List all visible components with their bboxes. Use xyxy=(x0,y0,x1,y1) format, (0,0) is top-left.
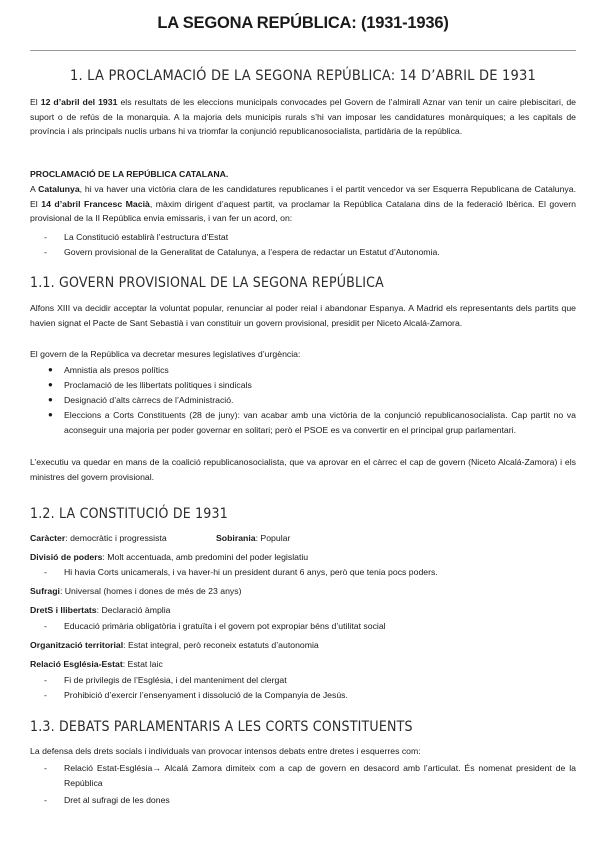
relacio-value: : Estat laic xyxy=(122,659,163,669)
caracter-label: Caràcter xyxy=(30,533,66,543)
list-item xyxy=(30,565,576,580)
list-item-text: La Constitució establirà l’estructura d’Estat xyxy=(64,232,229,242)
dash-marker: - xyxy=(44,795,47,805)
list-item-text: Designació d’alts càrrecs de l’Administració. xyxy=(64,395,234,405)
list-item xyxy=(30,363,576,378)
section-1-1-paragraph-3: L’executiu va quedar en mans de la coalició republicanosocialista, que va aprovar en el càrrec el cap de govern (Niceto Alcalá-Zamora) i els ministres del govern provisional. xyxy=(30,457,576,482)
section-1-1-heading: 1.1. GOVERN PROVISIONAL DE LA SEGONA REPÚBLICA xyxy=(30,275,384,291)
list-item-text: Dret al sufragi de les dones xyxy=(64,795,170,805)
title-divider xyxy=(30,50,576,51)
dash-marker: - xyxy=(44,247,47,257)
sobirania-line xyxy=(216,531,516,546)
bullet-marker: ● xyxy=(48,395,53,404)
organitzacio-label: Organització territorial xyxy=(30,640,124,650)
text-run: A xyxy=(30,184,39,194)
bullet-marker: ● xyxy=(48,410,53,419)
text-run: , màxim dirigent d’aquest partit, va proclamar la República Catalana dins de la federació Ibèrica. El govern provisional de la II República envia emissaris, i van fer un acord, on: xyxy=(30,198,576,224)
dash-marker: - xyxy=(44,690,47,700)
text-run: El xyxy=(30,97,41,107)
page-title: LA SEGONA REPÚBLICA: (1931-1936) xyxy=(157,14,449,32)
organitzacio-line xyxy=(30,638,576,653)
sobirania-label: Sobirania xyxy=(216,533,256,543)
list-item xyxy=(30,245,576,260)
dash-marker: - xyxy=(44,763,47,773)
section-1-2-heading: 1.2. LA CONSTITUCIÓ DE 1931 xyxy=(30,506,228,522)
list-item xyxy=(30,230,576,245)
relacio-line xyxy=(30,657,576,672)
list-item xyxy=(30,619,576,634)
list-item-text: Prohibició d’exercir l’ensenyament i dissolució de la Companyia de Jesús. xyxy=(64,690,348,700)
drets-line xyxy=(30,603,576,618)
text-run: els resultats de les eleccions municipals convocades pel Govern de l’almirall Aznar van tenir un caire plebiscitari, de suport o de refús de la monarquia. A la majoria dels municipis rurals s’hi van imposar les candidatures monàrquiques; a les capitals de província i als principals nuclis urbans hi va triomfar la conjunció republicanosocialista, partidària de la república. xyxy=(30,97,576,137)
sufragi-line xyxy=(30,584,576,599)
text-run: , hi va haver una victòria clara de les candidatures republicanes i el partit vencedor va ser Esquerra Republicana de Catalunya. El xyxy=(30,184,576,209)
list-item-text: Proclamació de les llibertats polítiques i sindicals xyxy=(64,380,252,390)
divisio-line xyxy=(30,550,576,565)
list-item-text: Relació Estat-Església→ Alcalá Zamora dimiteix com a cap de govern en desacord amb l’articulat. És nomenat president de la República xyxy=(64,763,576,788)
list-item-text: Fi de privilegis de l’Església, i del manteniment del clergat xyxy=(64,675,287,685)
section-1-1-paragraph-1: Alfons XIII va decidir acceptar la voluntat popular, renunciar al poder reial i abandonar Espanya. A Madrid els representants dels partits que havien signat el Pacte de Sant Sebastià i van constituir un govern provisional, presidit per Niceto Alcalá-Zamora. xyxy=(30,303,576,328)
section-1-paragraph-1 xyxy=(30,95,576,139)
catalan-republic-subheading xyxy=(30,167,576,182)
list-item-text: Amnistia als presos polítics xyxy=(64,365,169,375)
organitzacio-value: : Estat integral, però reconeix estatuts d’autonomia xyxy=(123,640,319,650)
list-item-text: Hi havia Corts unicamerals, i va haver-hi un president durant 6 anys, però que tenia pocs poders. xyxy=(64,567,438,577)
dash-marker: - xyxy=(44,621,47,631)
list-item xyxy=(30,673,576,688)
drets-value: : Declaració àmplia xyxy=(96,605,171,615)
sufragi-value: : Universal (homes i dones de més de 23 anys) xyxy=(59,586,242,596)
list-item-text: Educació primària obligatòria i gratuïta i el govern pot expropiar béns d’utilitat social xyxy=(64,621,386,631)
sobirania-value: : Popular xyxy=(255,533,291,543)
list-item-text: Eleccions a Corts Constituents (28 de juny): van acabar amb una victòria de la conjunció republicanosocialista. Cap partit no va aconseguir una majoria per poder governar en solitari; però el PSOE es va convertir en el principal grup parlamentari. xyxy=(64,410,576,435)
relacio-label: Relació Església-Estat xyxy=(30,659,123,669)
caracter-value: : democràtic i progressista xyxy=(65,533,167,543)
subheading-text: PROCLAMACIÓ DE LA REPÚBLICA CATALANA. xyxy=(30,169,229,179)
macia-bold: 14 d’abril Francesc Macià xyxy=(41,198,150,209)
list-item xyxy=(30,378,576,393)
section-1-1-paragraph-2: El govern de la República va decretar mesures legislatives d’urgència: xyxy=(30,349,301,359)
dash-marker: - xyxy=(44,232,47,242)
list-item xyxy=(30,688,576,703)
dash-marker: - xyxy=(44,675,47,685)
list-item xyxy=(30,393,576,408)
section-1-paragraph-2 xyxy=(30,182,576,226)
section-1-3-heading: 1.3. DEBATS PARLAMENTARIS A LES CORTS CONSTITUENTS xyxy=(30,719,413,735)
sufragi-label: Sufragi xyxy=(30,586,60,596)
section-1-3-paragraph-1: La defensa dels drets socials i individuals van provocar intensos debats entre dretes i esquerres com: xyxy=(30,746,421,756)
drets-label: DretS i llibertats xyxy=(30,605,97,615)
section-1-heading: 1. LA PROCLAMACIÓ DE LA SEGONA REPÚBLICA: 14 D’ABRIL DE 1931 xyxy=(70,68,536,84)
divisio-label: Divisió de poders xyxy=(30,552,103,562)
list-item xyxy=(30,408,576,454)
bullet-marker: ● xyxy=(48,380,53,389)
dash-marker: - xyxy=(44,567,47,577)
date-bold: 12 d’abril del 1931 xyxy=(40,97,118,107)
bullet-marker: ● xyxy=(48,365,53,374)
divisio-value: : Molt accentuada, amb predomini del poder legislatiu xyxy=(102,552,309,562)
catalunya-bold: Catalunya xyxy=(38,184,80,194)
list-item xyxy=(30,761,576,792)
list-item-text: Govern provisional de la Generalitat de Catalunya, a l’espera de redactar un Estatut d’Autonomia. xyxy=(64,247,440,257)
list-item xyxy=(30,793,576,808)
